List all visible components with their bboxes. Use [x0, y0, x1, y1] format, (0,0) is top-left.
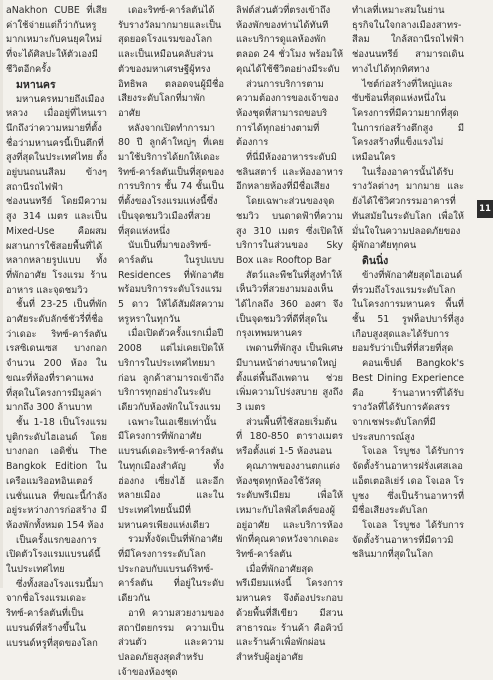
text-column-2 — [118, 4, 224, 680]
paragraph: โดยเฉพาะส่วนของจุดชมวิว บนดาดฟ้าที่ความสูง 310 เมตร ซึ่งเปิดให้บริการในส่วนของ Sky Box และ Rooftop Bar — [236, 196, 343, 266]
paragraph: ลิฟต์ส่วนตัวที่ตรงเข้าถึงห้องพักของท่านได้ทันที และบริการดูแลห้องพักตลอด 24 ชั่วโมง พร้อมให้คุณได้ใช้ชีวิตอย่างมีระดับ — [236, 5, 343, 75]
intro-paragraph: aNakhon CUBE ที่เสียค่าใช้จ่ายแต่ก็ว่ากันหรูมากเหมาะกับคนยุคใหม่ที่จะได้ศิลปะให้ตัวเองมีชีวิตอีกครั้ง — [6, 5, 107, 75]
paragraph: นับเป็นที่มาของริทซ์-คาร์ลตัน ในรูปแบบ Residences ที่พักอาศัยพร้อมบริการระดับโรงแรม 5 ดาว ให้ได้สัมผัสความหรูหราในทุกวัน — [118, 240, 224, 325]
paragraph: หลังจากเปิดทำการมา 80 ปี ลูกค้าใหญ่ๆ ที่เคยมาใช้บริการได้ยกให้เดอะริทซ์-คาร์ลตันเป็นที่สุดของการบริการ ชั้น 74 ชั้นเป็นที่ตั้งของโรงแรมแห่งนี้ซึ่งเป็นจุดชมวิวเมืองที่สวยที่สุดแห่งหนึ่ง — [118, 122, 224, 237]
paragraph: ที่นี่มีห้องอาหารระดับมิชลินสตาร์ และห้องอาหารอีกหลายห้องที่มีชื่อเสียง — [236, 152, 343, 193]
paragraph: ไซต์ก่อสร้างที่ใหญ่และซับซ้อนที่สุดแห่งหนึ่งในโครงการที่มีความยากที่สุดในการก่อสร้างตึกสูง มีโครงสร้างที่แข็งแรงไม่เหมือนใคร — [352, 78, 464, 164]
section-heading-dining: ดินนิ่ง — [362, 254, 389, 267]
page-gutter — [0, 0, 3, 588]
paragraph: ซึ่งทั้งสองโรงแรมนี้มาจากชื่อโรงแรมเดอะริทซ์-คาร์ลตันที่เป็นแบรนด์ที่สร้างขึ้นในแบรนด์หรูที่สุดของโลก — [6, 578, 104, 649]
paragraph: เมื่อเปิดตัวครั้งแรกเมื่อปี 2008 แต่ไม่เคยเปิดให้บริการในประเทศไทยมาก่อน ลูกค้าสามารถเข้าถึงบริการทุกอย่างในระดับเดียวกับห้องพักในโรงแรม — [118, 328, 224, 413]
paragraph: ชั้นที่ 23-25 เป็นที่พักอาศัยระดับลักซ์ชัวรี่ที่ชื่อว่าเดอะ ริทซ์-คาร์ลตัน เรสซิเดนเซส บางกอก จำนวน 200 ห้อง ในขณะที่ห้องที่ราคาแพงที่สุดในโครงการมีมูลค่ามากถึง 300 ล้านบาท — [6, 299, 107, 414]
paragraph: โจเอล โรบูชง ได้รับการจัดตั้งร้านอาหารฝรั่งเศสเลอแอ็ตเตอลิเย่ร์ เดอ โจเอล โรบูชง ซึ่งเป็นร้านอาหารที่มีชื่อเสียงระดับโลก — [352, 446, 464, 517]
paragraph: โจเอล โรบูชง ได้รับการจัดตั้งร้านอาหารที่มีดาวมิชลินมากที่สุดในโลก — [352, 519, 464, 561]
section-heading-mahanakhon: มหานคร — [16, 78, 56, 91]
paragraph: เฉพาะในเอเชียเท่านั้น มีโครงการที่พักอาศัยแบรนด์เดอะริทซ์-คาร์ลตันในทุกเมืองสำคัญ ทั้งฮ่องกง เซี่ยงไฮ้ และอีกหลายเมือง และในประเทศไทยนั้นมีที่มหานครเพียงแห่งเดียว — [118, 416, 224, 531]
paragraph: คุณภาพของงานตกแต่งห้องชุดทุกห้องใช้วัสดุระดับพรีเมียม เพื่อให้เหมาะกับไลฟ์สไตล์ของผู้อยู่อาศัย และบริการห้องพักที่คุณคาดหวังจากเดอะริทซ์-คาร์ลตัน — [236, 460, 343, 561]
paragraph: เมื่อที่พักอาศัยสุดพรีเมียมแห่งนี้ โครงการมหานคร จึงต้องประกอบด้วยพื้นที่สีเขียว มีสวนสาธารณะ ร้านค้า คือคิวบ์ และร้านค้าเพื่อพักผ่อนสำหรับผู้อยู่อาศัย — [236, 563, 343, 663]
text-column-1 — [6, 4, 107, 651]
paragraph: มหานครหมายถึงเมืองหลวง เมื่ออยู่ที่ไหนเรานึกถึงว่าความหมายที่ตั้งชื่อว่ามหานครนี้เป็นตึกที่สูงที่สุดในประเทศไทย ตั้งอยู่บนถนนสีลม ข้างๆ สถานีรถไฟฟ้าช่องนนทรีย์ โดยมีความสูง 314 เมตร และเป็น Mixed-Use คือผสมผสานการใช้สอยพื้นที่ได้หลากหลายรูปแบบ ทั้งที่พักอาศัย โรงแรม ร้านอาหาร และจุดชมวิว — [6, 93, 107, 296]
paragraph: ทำเลที่เหมาะสมในย่านธุรกิจในใจกลางเมืองสาทร-สีลม ใกล้สถานีรถไฟฟ้าช่องนนทรีย์ สามารถเดินทางไปได้ทุกทิศทาง — [352, 5, 464, 75]
text-column-4 — [352, 4, 464, 563]
paragraph: เดอะริทซ์-คาร์ลตันได้รับรางวัลมากมายและเป็นสุดยอดโรงแรมของโลก และเป็นเหมือนคลับส่วนตัวของมหาเศรษฐีผู้ทรงอิทธิพล ตลอดจนผู้มีชื่อเสียงระดับโลกที่มาพักอาศัย — [118, 5, 224, 119]
paragraph: คอนเซ็ปต์ Bangkok's Best Dining Experience คือ ร้านอาหารที่ได้รับรางวัลที่ได้รับการคัดสรรจากเชฟระดับโลกที่มีประสบการณ์สูง — [352, 358, 464, 443]
paragraph: เพดานที่พักสูง เป็นพิเศษมีบานหน้าต่างขนาดใหญ่ตั้งแต่พื้นถึงเพดาน ช่วยเพิ่มความโปร่งสบาย สูงถึง 3 เมตร — [236, 343, 343, 413]
paragraph: ชั้น 1-18 เป็นโรงแรมบูติกระดับไฮเอนด์ โดย บางกอก เอดิชั่น The Bangkok Edition ในเครือแมริออทอินเตอร์เนชั่นแนล ที่ขณะนี้กำลังอยู่ระหว่างการก่อสร้าง มีห้องพักทั้งหมด 154 ห้อง — [6, 416, 107, 531]
paragraph: ข้างที่พักอาศัยสุดไฮเอนด์ที่รวมถึงโรงแรมระดับโลกในโครงการมหานคร พื้นที่ชั้น 51 รูฟท็อปบาร์ที่สูงเกือบสูงสุดและได้รับการยอมรับว่าเป็นที่ที่สวยที่สุด — [352, 269, 464, 355]
paragraph: ส่วนการบริการตามความต้องการของเจ้าของห้องชุดที่สามารถขอบริการได้ทุกอย่างตามที่ต้องการ — [236, 78, 339, 149]
paragraph: ส่วนพื้นที่ใช้สอยเริ่มต้นที่ 180-850 ตารางเมตร หรือตั้งแต่ 1-5 ห้องนอน — [236, 416, 343, 458]
text-column-3 — [236, 4, 343, 666]
paragraph: สัตว์และพืชในที่สูงทำให้เห็นวิวที่สวยงามมองเห็นได้ไกลถึง 360 องศา จึงเป็นจุดชมวิวที่ดีที่สุดในกรุงเทพมหานคร — [236, 269, 343, 340]
page-number-tab: 11 — [477, 200, 493, 218]
paragraph: เป็นครั้งแรกของการเปิดตัวโรงแรมแบรนด์นี้ในประเทศไทย — [6, 534, 101, 576]
paragraph: อาทิ ความสวยงามของสถาปัตยกรรม ความเป็นส่วนตัว และความปลอดภัยสูงสุดสำหรับเจ้าของห้องชุด — [118, 607, 224, 678]
paragraph: รวมทั้งจัดเป็นที่พักอาศัยที่มีโครงการระดับโลกประกอบกับแบรนด์ริทซ์-คาร์ลตัน ที่อยู่ในระดับเดียวกัน — [118, 534, 224, 605]
paragraph: ในเรื่องอาคารนั้นได้รับรางวัลต่างๆ มากมาย และยังได้ใช้วิศวกรรมอาคารที่ทันสมัยในระดับโลก เพื่อให้มั่นใจในความปลอดภัยของผู้พักอาศัยทุกคน — [352, 166, 464, 252]
